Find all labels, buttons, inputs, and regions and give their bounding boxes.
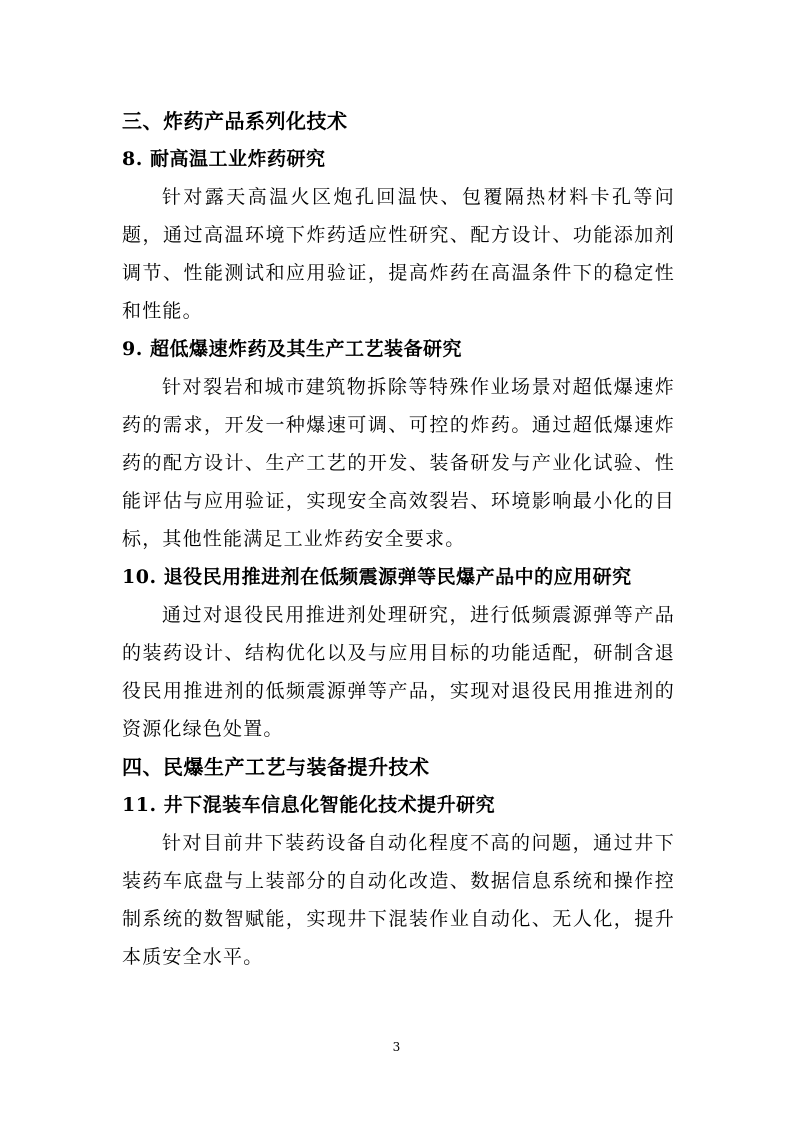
item-body-11: 针对目前井下装药设备自动化程度不高的问题，通过井下装药车底盘与上装部分的自动化改造、数据信息系统和操作控制系统的数智赋能，实现井下混装作业自动化、无人化，提升本质安全水平。 [122,832,675,968]
item-body-8: 针对露天高温火区炮孔回温快、包覆隔热材料卡孔等问题，通过高温环境下炸药适应性研究、配方设计、功能添加剂调节、性能测试和应用验证，提高炸药在高温条件下的稳定性和性能。 [122,186,675,322]
item-title-9: 9. 超低爆速炸药及其生产工艺装备研究 [122,338,462,360]
item-title-11: 11. 井下混装车信息化智能化技术提升研究 [122,794,496,816]
item-title-10: 10. 退役民用推进剂在低频震源弹等民爆产品中的应用研究 [122,566,632,588]
item-body-10: 通过对退役民用推进剂处理研究，进行低频震源弹等产品的装药设计、结构优化以及与应用目标的功能适配，研制含退役民用推进剂的低频震源弹等产品，实现对退役民用推进剂的资源化绿色处置。 [122,604,675,740]
document-content [122,102,675,976]
section-heading-4: 四、民爆生产工艺与装备提升技术 [122,755,430,779]
item-title-8: 8. 耐高温工业炸药研究 [122,148,326,170]
page-number: 3 [392,1040,401,1054]
item-body-9: 针对裂岩和城市建筑物拆除等特殊作业场景对超低爆速炸药的需求，开发一种爆速可调、可控的炸药。通过超低爆速炸药的配方设计、生产工艺的开发、装备研发与产业化试验、性能评估与应用验证，实现安全高效裂岩、环境影响最小化的目标，其他性能满足工业炸药安全要求。 [122,376,675,550]
section-heading-3: 三、炸药产品系列化技术 [122,109,348,133]
